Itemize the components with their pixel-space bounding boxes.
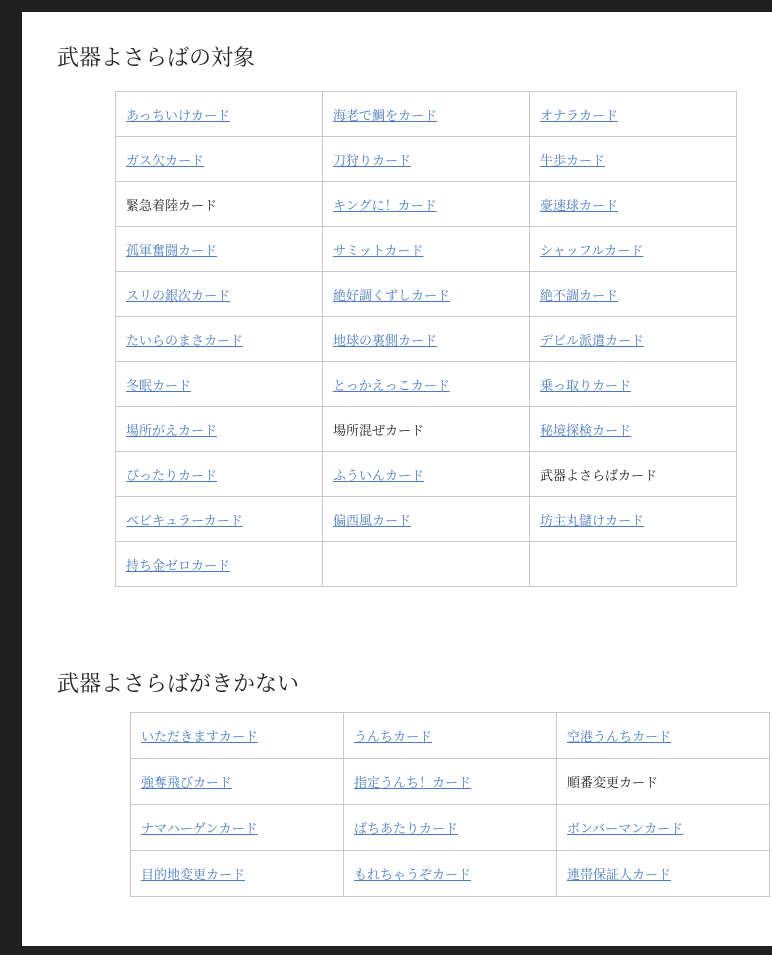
table-row bbox=[116, 452, 737, 497]
table-cell bbox=[530, 227, 737, 272]
table-row bbox=[116, 497, 737, 542]
card-link[interactable]: シャッフルカード bbox=[540, 243, 644, 259]
table-cell bbox=[530, 407, 737, 452]
card-link[interactable]: いただきますカード bbox=[141, 730, 258, 745]
card-link[interactable]: 場所がえカード bbox=[126, 423, 218, 439]
card-link[interactable]: たいらのまさカード bbox=[126, 333, 244, 349]
card-link[interactable]: 刀狩りカード bbox=[333, 153, 412, 169]
table-cell bbox=[557, 851, 770, 897]
table-cell bbox=[530, 137, 737, 182]
table-cell bbox=[131, 851, 344, 897]
table-cell bbox=[323, 407, 530, 452]
card-link[interactable]: 絶不調カード bbox=[540, 288, 619, 304]
table-cell bbox=[323, 362, 530, 407]
table-row bbox=[116, 182, 737, 227]
card-link[interactable]: 指定うんち！カード bbox=[354, 776, 472, 791]
table-cell bbox=[131, 805, 344, 851]
table-row bbox=[131, 713, 770, 759]
card-link[interactable]: 牛歩カード bbox=[540, 153, 606, 169]
card-link[interactable]: 目的地変更カード bbox=[141, 868, 246, 883]
section-heading-immune: 武器よさらばがきかない bbox=[57, 672, 300, 697]
table-cell bbox=[530, 272, 737, 317]
table-row bbox=[116, 317, 737, 362]
table-cell bbox=[116, 542, 323, 587]
card-label: 緊急着陸カード bbox=[126, 198, 218, 214]
card-label: 場所混ぜカード bbox=[333, 423, 425, 439]
table-row bbox=[116, 362, 737, 407]
card-link[interactable]: 連帯保証人カード bbox=[567, 868, 672, 883]
table-cell bbox=[323, 137, 530, 182]
table-cell bbox=[323, 542, 530, 587]
table-cell bbox=[323, 227, 530, 272]
table-cell bbox=[116, 272, 323, 317]
card-link[interactable]: ふういんカード bbox=[333, 468, 425, 484]
table-cell bbox=[530, 92, 737, 137]
card-link[interactable]: 冬眠カード bbox=[126, 378, 192, 394]
card-label: 順番変更カード bbox=[567, 776, 659, 791]
card-link[interactable]: 地球の裏側カード bbox=[333, 333, 438, 349]
table-row bbox=[131, 851, 770, 897]
card-link[interactable]: ぴったりカード bbox=[126, 468, 218, 484]
card-link[interactable]: 乗っ取りカード bbox=[540, 378, 632, 394]
card-link[interactable]: 海老で鯛をカード bbox=[333, 108, 438, 124]
table-cell bbox=[116, 182, 323, 227]
card-link[interactable]: 偏西風カード bbox=[333, 513, 412, 529]
card-link[interactable]: キングに！カード bbox=[333, 198, 437, 214]
card-link[interactable]: ばちあたりカード bbox=[354, 822, 459, 837]
table-row bbox=[116, 272, 737, 317]
table-cell bbox=[116, 227, 323, 272]
table-cell bbox=[530, 497, 737, 542]
card-link[interactable]: ボンバーマンカード bbox=[567, 822, 684, 837]
card-link[interactable]: 持ち金ゼロカード bbox=[126, 558, 231, 574]
table-cell bbox=[557, 805, 770, 851]
table-cell bbox=[323, 182, 530, 227]
card-link[interactable]: ガス欠カード bbox=[126, 153, 205, 169]
card-link[interactable]: サミットカード bbox=[333, 243, 424, 259]
immune-cards-table bbox=[130, 712, 770, 897]
table-row bbox=[116, 92, 737, 137]
card-link[interactable]: 絶好調くずしカード bbox=[333, 288, 451, 304]
card-link[interactable]: デビル派遣カード bbox=[540, 333, 645, 349]
table-row bbox=[116, 227, 737, 272]
table-cell bbox=[116, 452, 323, 497]
table-cell bbox=[323, 317, 530, 362]
card-link[interactable]: ベビキュラーカード bbox=[126, 513, 243, 529]
table-cell bbox=[116, 92, 323, 137]
table-cell bbox=[323, 452, 530, 497]
card-link[interactable]: 孤軍奮闘カード bbox=[126, 243, 218, 259]
table-cell bbox=[557, 713, 770, 759]
table-cell bbox=[530, 362, 737, 407]
card-link[interactable]: 空港うんちカード bbox=[567, 730, 672, 745]
document-page bbox=[22, 12, 772, 946]
table-cell bbox=[116, 497, 323, 542]
table-cell bbox=[344, 759, 557, 805]
card-link[interactable]: あっちいけカード bbox=[126, 108, 230, 124]
card-link[interactable]: 強奪飛びカード bbox=[141, 776, 233, 791]
table-row bbox=[131, 759, 770, 805]
table-cell bbox=[116, 137, 323, 182]
table-cell bbox=[530, 542, 737, 587]
table-row bbox=[116, 137, 737, 182]
table-cell bbox=[530, 317, 737, 362]
card-label: 武器よさらばカード bbox=[540, 468, 658, 484]
card-link[interactable]: ナマハーゲンカード bbox=[141, 822, 258, 837]
card-link[interactable]: 坊主丸儲けカード bbox=[540, 513, 645, 529]
table-row bbox=[131, 805, 770, 851]
table-row bbox=[116, 542, 737, 587]
table-cell bbox=[131, 713, 344, 759]
table-cell bbox=[344, 851, 557, 897]
table-cell bbox=[131, 759, 344, 805]
card-link[interactable]: とっかえっこカード bbox=[333, 378, 450, 394]
table-cell bbox=[116, 362, 323, 407]
card-link[interactable]: 秘境探検カード bbox=[540, 423, 632, 439]
target-cards-table bbox=[115, 91, 737, 587]
table-cell bbox=[530, 182, 737, 227]
section-heading-targets: 武器よさらばの対象 bbox=[57, 46, 256, 71]
card-link[interactable]: もれちゃうぞカード bbox=[354, 868, 472, 883]
card-link[interactable]: スリの銀次カード bbox=[126, 288, 231, 304]
card-link[interactable]: うんちカード bbox=[354, 730, 433, 745]
table-cell bbox=[116, 317, 323, 362]
table-row bbox=[116, 407, 737, 452]
table-cell bbox=[323, 497, 530, 542]
table-cell bbox=[344, 713, 557, 759]
table-cell bbox=[323, 92, 530, 137]
table-cell bbox=[116, 407, 323, 452]
card-link[interactable]: オナラカード bbox=[540, 108, 619, 124]
table-cell bbox=[557, 759, 770, 805]
table-cell bbox=[323, 272, 530, 317]
table-cell bbox=[344, 805, 557, 851]
card-link[interactable]: 豪速球カード bbox=[540, 198, 619, 214]
table-cell bbox=[530, 452, 737, 497]
